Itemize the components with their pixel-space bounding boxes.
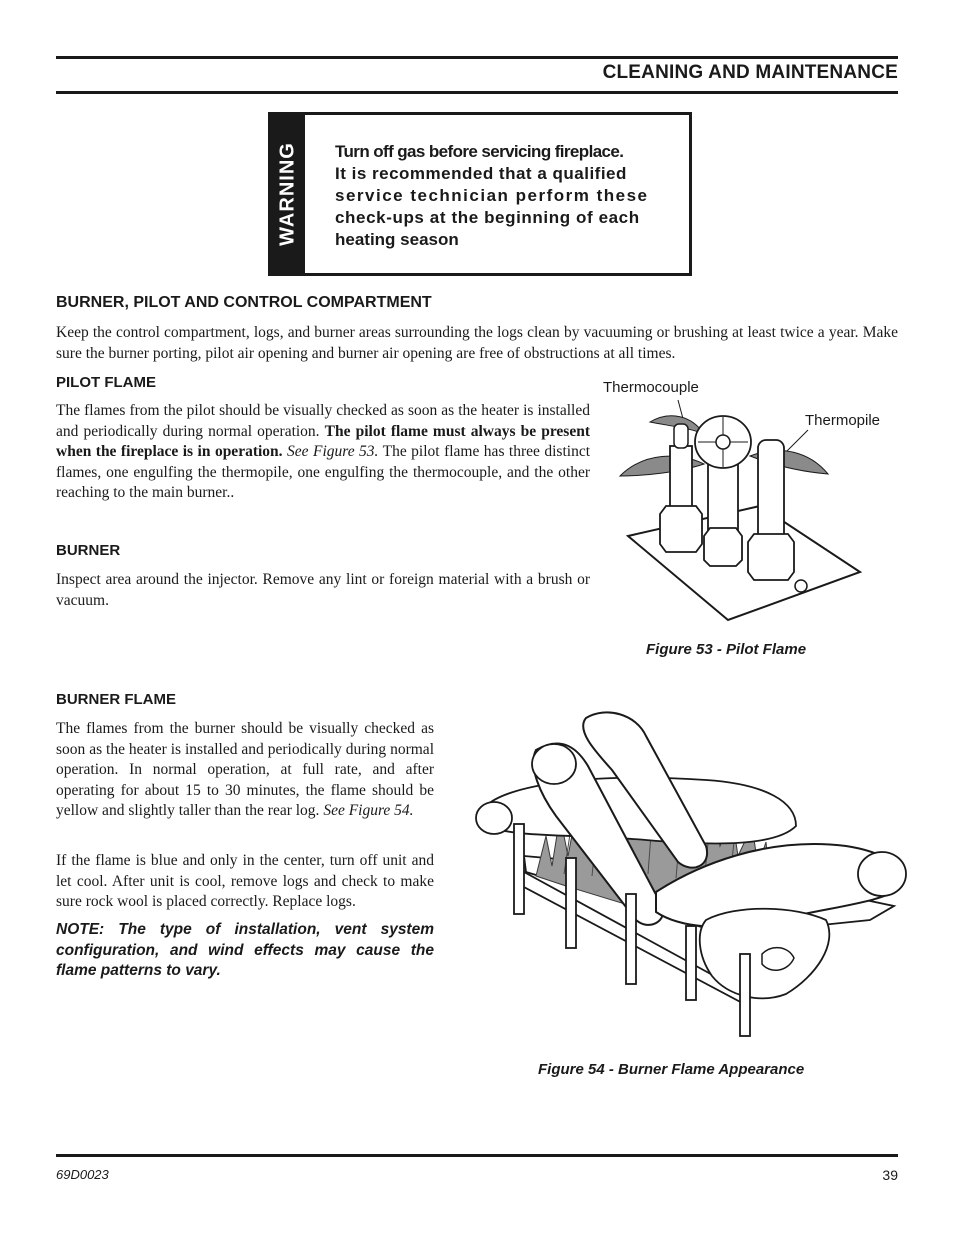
warning-label: WARNING [276, 142, 299, 246]
warning-line: It is recommended that a qualified [335, 164, 627, 183]
warning-line: heating season [335, 230, 459, 249]
pilot-flame-paragraph [56, 401, 590, 504]
burner-flame-paragraph-1 [56, 719, 434, 822]
page-title: CLEANING AND MAINTENANCE [602, 62, 898, 83]
pilot-flame-illustration [600, 396, 870, 626]
burner-flame-text: The flames from the burner should be visually checked as soon as the heater is installed and periodically during normal operation. In normal operation, at full rate, and after operating for about 15 to 30 minutes, the flame should be yellow and slightly taller than the rear log. [56, 720, 434, 819]
figure-53-caption: Figure 53 - Pilot Flame [646, 641, 807, 658]
warning-line: Turn off gas before servicing fireplace. [335, 142, 624, 161]
heading-burner: BURNER [56, 542, 121, 559]
pilot-text-b: The pilot flame has three distinct flames, one engulfing the thermopile, one engulfing the thermocouple, and the other reaching to the main burner.. [56, 443, 591, 501]
bottom-rule [56, 1154, 898, 1157]
pilot-figure-ref: See Figure 53. [282, 443, 379, 460]
top-rule [56, 56, 898, 59]
section-intro: Keep the control compartment, logs, and burner areas surrounding the logs clean by vacuuming or brushing at least twice a year. Make sure the burner porting, pilot air opening and burner air opening are free of obstructions at all times. [56, 324, 898, 362]
burner-paragraph: Inspect area around the injector. Remove any lint or foreign material with a brush or vacuum. [56, 571, 590, 609]
burner-flame-note: NOTE: The type of installation, vent system configuration, and wind effects may cause the flame patterns to vary. [56, 921, 434, 979]
heading-burner-flame: BURNER FLAME [56, 691, 176, 708]
page-number: 39 [882, 1167, 898, 1183]
heading-pilot-flame: PILOT FLAME [56, 374, 156, 391]
pilot-text-bold: The pilot flame must always be present when the fireplace is in operation. [56, 422, 591, 460]
burner-flame-figure-ref: See Figure 54. [319, 802, 414, 819]
pilot-text-a: The flames from the pilot should be visually checked as soon as the heater is installed and periodically during normal operation. [56, 402, 590, 440]
burner-flame-paragraph-2: If the flame is blue and only in the center, turn off unit and let cool. After unit is cool, remove logs and check to make sure rock wool is placed correctly. Replace logs. [56, 852, 434, 910]
label-thermopile: Thermopile [805, 412, 881, 429]
figure-54-caption: Figure 54 - Burner Flame Appearance [538, 1061, 805, 1078]
label-thermocouple: Thermocouple [603, 379, 699, 396]
warning-side-band [271, 115, 305, 273]
warning-line: service technician perform these [335, 186, 649, 205]
warning-text [335, 141, 663, 251]
document-id: 69D0023 [56, 1167, 109, 1182]
section-heading-burner-pilot: BURNER, PILOT AND CONTROL COMPARTMENT [56, 294, 432, 311]
burner-flame-illustration [466, 706, 912, 1046]
warning-line: check-ups at the beginning of each [335, 208, 640, 227]
title-rule [56, 91, 898, 94]
warning-box [268, 112, 692, 276]
